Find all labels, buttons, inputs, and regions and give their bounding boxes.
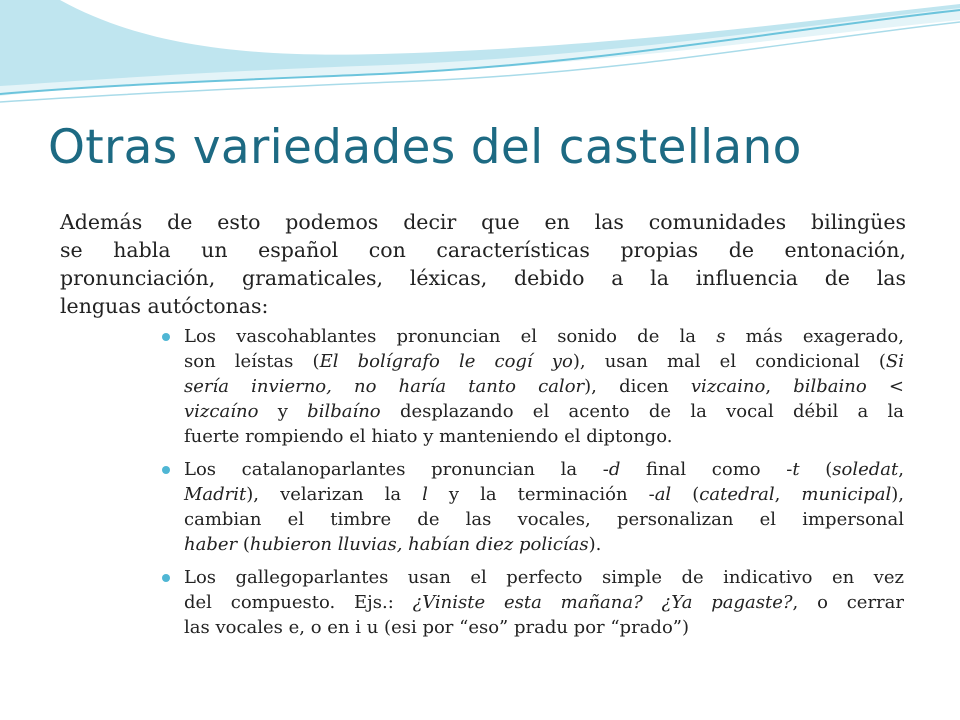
- bullet-line: cambian el timbre de las vocales, personalizan el impersonal: [184, 509, 904, 530]
- intro-paragraph: [60, 208, 906, 320]
- intro-line: se habla un español con características propias de entonación,: [60, 238, 906, 262]
- bullet-line: sería invierno, no haría tanto calor), dicen vizcaino, bilbaino <: [184, 376, 904, 397]
- slide-title: Otras variedades del castellano: [48, 120, 802, 175]
- bullet-line: del compuesto. Ejs.: ¿Viniste esta mañana? ¿Ya pagaste?, o cerrar: [184, 592, 904, 613]
- bullet-line: son leístas (El bolígrafo le cogí yo), usan mal el condicional (Si: [184, 351, 904, 372]
- bullet-line: haber (hubieron lluvias, habían diez policías).: [184, 534, 602, 555]
- intro-line: lenguas autóctonas:: [60, 294, 269, 318]
- bullet-dot-icon: [162, 574, 170, 582]
- bullet-dot-icon: [162, 333, 170, 341]
- header-wave-decoration: [0, 0, 960, 120]
- bullet-line: Los gallegoparlantes usan el perfecto simple de indicativo en vez: [184, 567, 904, 588]
- bullet-list: [184, 324, 904, 640]
- bullet-item: [184, 324, 904, 449]
- bullet-line: Los catalanoparlantes pronuncian la -d final como -t (soledat,: [184, 459, 904, 480]
- intro-line: pronunciación, gramaticales, léxicas, debido a la influencia de las: [60, 266, 906, 290]
- bullet-line: Madrit), velarizan la l y la terminación -al (catedral, municipal),: [184, 484, 904, 505]
- bullet-line: vizcaíno y bilbaíno desplazando el acento de la vocal débil a la: [184, 401, 904, 422]
- bullet-dot-icon: [162, 466, 170, 474]
- bullet-line: las vocales e, o en i u (esi por “eso” pradu por “prado”): [184, 617, 690, 638]
- bullet-line: fuerte rompiendo el hiato y manteniendo el diptongo.: [184, 426, 673, 447]
- intro-line: Además de esto podemos decir que en las comunidades bilingües: [60, 210, 906, 234]
- bullet-item: [184, 565, 904, 640]
- bullet-item: [184, 457, 904, 557]
- bullet-line: Los vascohablantes pronuncian el sonido de la s más exagerado,: [184, 326, 904, 347]
